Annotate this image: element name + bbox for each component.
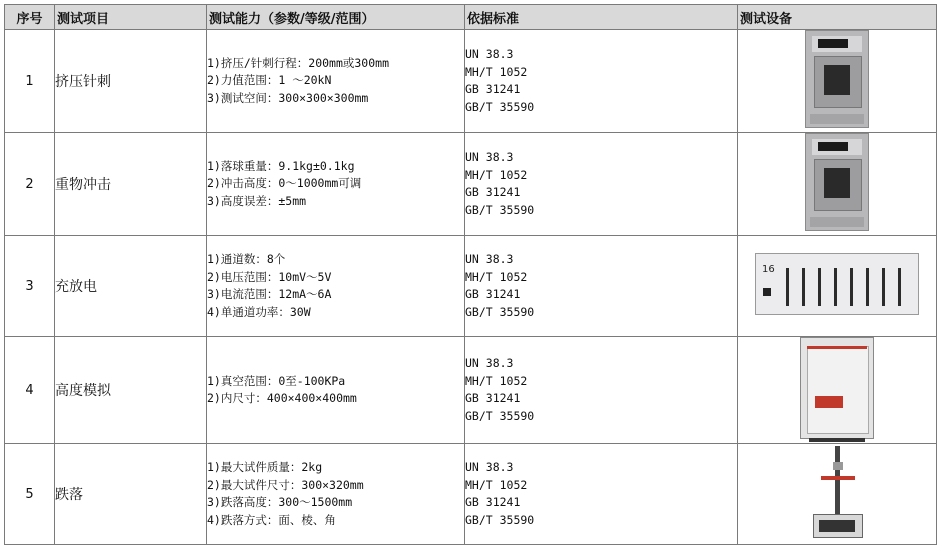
- standard-line: UN 38.3: [465, 252, 514, 266]
- test-item: 高度模拟: [55, 337, 207, 444]
- capability-line: 2)冲击高度：0～1000mm可调: [207, 176, 362, 191]
- capability-cell: [207, 444, 465, 545]
- standard-line: MH/T 1052: [465, 477, 528, 492]
- standard-cell: [465, 133, 738, 236]
- capability-line: 3)跌落高度：300～1500mm: [207, 495, 353, 509]
- standard-line: MH/T 1052: [465, 373, 528, 388]
- standard-line: GB 31241: [465, 82, 521, 96]
- equipment-cell: [738, 444, 937, 545]
- capability-line: 1)通道数：8个: [207, 252, 286, 266]
- header-item: 测试项目: [55, 5, 207, 30]
- capability-line: 4)跌落方式：面、棱、角: [207, 512, 336, 527]
- standard-line: UN 38.3: [465, 47, 514, 61]
- standard-line: GB/T 35590: [465, 512, 535, 527]
- standard-line: MH/T 1052: [465, 167, 528, 182]
- capability-line: 2)电压范围：10mV～5V: [207, 269, 332, 284]
- capability-line: 3)测试空间：300×300×300mm: [207, 90, 369, 105]
- table-row: [5, 236, 937, 337]
- test-item: 挤压针刺: [55, 30, 207, 133]
- capability-line: 3)电流范围：12mA～6A: [207, 287, 332, 301]
- equipment-cell: [738, 236, 937, 337]
- standard-line: MH/T 1052: [465, 64, 528, 79]
- capability-line: 1)挤压/针刺行程：200mm或300mm: [207, 55, 390, 70]
- table-row: [5, 30, 937, 133]
- table-row: [5, 133, 937, 236]
- header-no: 序号: [5, 5, 55, 30]
- capability-line: 1)最大试件质量：2kg: [207, 460, 323, 474]
- standard-cell: [465, 337, 738, 444]
- standard-line: GB/T 35590: [465, 202, 535, 217]
- standard-line: GB 31241: [465, 495, 521, 509]
- capability-line: 1)落球重量：9.1kg±0.1kg: [207, 158, 355, 173]
- standard-line: GB/T 35590: [465, 99, 535, 114]
- standard-line: GB 31241: [465, 391, 521, 405]
- capability-cell: [207, 236, 465, 337]
- row-number: 5: [5, 444, 55, 545]
- charger-label: 16: [762, 264, 775, 275]
- drop-tester-icon: [807, 444, 867, 540]
- test-item: 充放电: [55, 236, 207, 337]
- row-number: 2: [5, 133, 55, 236]
- capability-line: 2)内尺寸：400×400×400mm: [207, 391, 357, 405]
- test-item: 跌落: [55, 444, 207, 545]
- test-chamber-icon: [805, 133, 869, 231]
- standard-line: UN 38.3: [465, 460, 514, 474]
- header-capability: 测试能力（参数/等级/范围）: [207, 5, 465, 30]
- standard-line: UN 38.3: [465, 150, 514, 164]
- standard-line: GB/T 35590: [465, 408, 535, 423]
- capability-cell: [207, 30, 465, 133]
- capability-line: 2)最大试件尺寸：300×320mm: [207, 477, 364, 492]
- standard-line: GB 31241: [465, 287, 521, 301]
- equipment-cell: [738, 30, 937, 133]
- equipment-cell: [738, 133, 937, 236]
- standard-cell: [465, 236, 738, 337]
- vacuum-oven-icon: [800, 337, 874, 439]
- standard-line: MH/T 1052: [465, 269, 528, 284]
- capability-line: 1)真空范围：0至-100KPa: [207, 373, 346, 388]
- capability-line: 2)力值范围：1 ～20kN: [207, 73, 332, 88]
- row-number: 3: [5, 236, 55, 337]
- test-item: 重物冲击: [55, 133, 207, 236]
- header-standard: 依据标准: [465, 5, 738, 30]
- capability-line: 4)单通道功率：30W: [207, 304, 311, 319]
- capability-cell: [207, 337, 465, 444]
- capability-line: 3)高度误差：±5mm: [207, 193, 307, 208]
- standard-line: UN 38.3: [465, 356, 514, 370]
- test-capability-table: [4, 4, 937, 545]
- row-number: 4: [5, 337, 55, 444]
- header-row: [5, 5, 937, 30]
- table-row: [5, 337, 937, 444]
- test-chamber-icon: [805, 30, 869, 128]
- standard-cell: [465, 444, 738, 545]
- row-number: 1: [5, 30, 55, 133]
- standard-cell: [465, 30, 738, 133]
- standard-line: GB/T 35590: [465, 304, 535, 319]
- capability-cell: [207, 133, 465, 236]
- header-equipment: 测试设备: [738, 5, 937, 30]
- battery-charger-icon: [755, 253, 919, 315]
- standard-line: GB 31241: [465, 185, 521, 199]
- equipment-cell: [738, 337, 937, 444]
- table-row: [5, 444, 937, 545]
